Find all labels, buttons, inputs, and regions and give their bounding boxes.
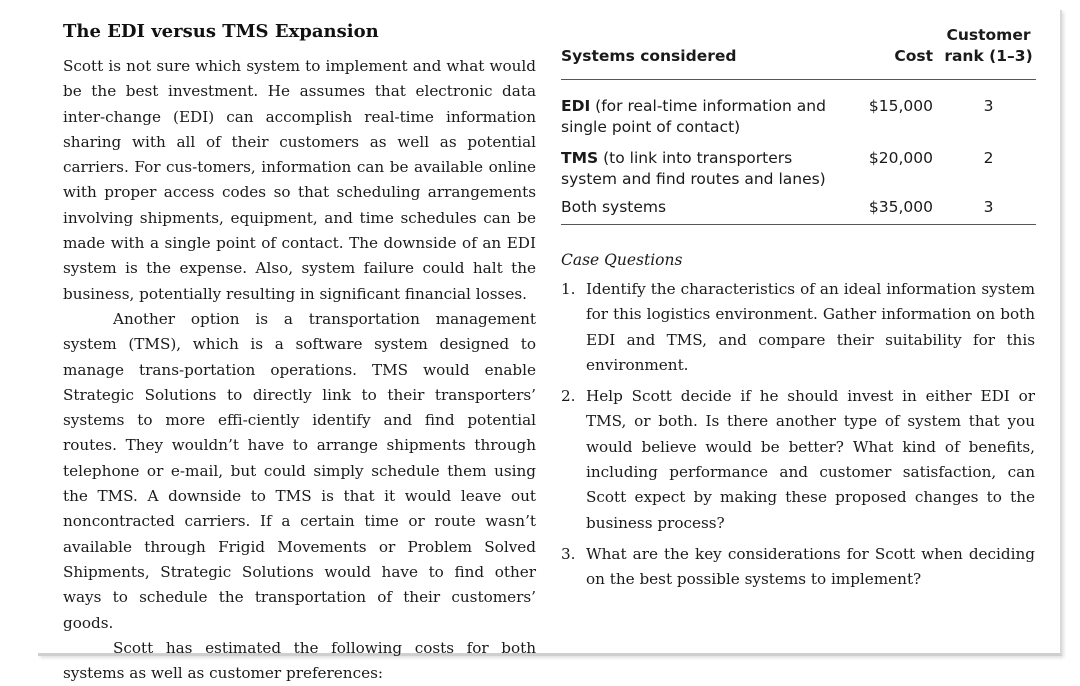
- question-number: 1.: [561, 280, 576, 298]
- system-cell: [561, 138, 846, 190]
- question-text: Help Scott decide if he should invest in either EDI or TMS, or both. Is there another type of system that you would believe would be better? What kind of benefits, including performance and customer satisfaction, can Scott expect by making these proposed changes to the business process?: [586, 387, 1035, 532]
- list-item: [561, 542, 1035, 593]
- system-cell: [561, 80, 846, 139]
- case-questions-list: [561, 277, 1035, 593]
- question-text: What are the key considerations for Scott when deciding on the best possible systems to implement?: [586, 544, 1035, 589]
- paragraph-costs-intro: Scott has estimated the following costs for both systems as well as customer preferences:: [63, 638, 536, 683]
- table-row: [561, 80, 1036, 139]
- rank-cell: 2: [983, 149, 994, 167]
- question-number: 2.: [561, 387, 576, 406]
- header-cost: Cost: [846, 25, 941, 80]
- paragraph-edi: Scott is not sure which system to implement and what would be the best investment. He assumes that electronic data inter-change (EDI) can accomplish real-time information sharing with all of their customers as well as potential carriers. For cus-tomers, information can be available online with proper access codes so that scheduling arrangements involving shipments, equipment, and time schedules can be made with a single point of contact. The downside of an EDI system is the expense. Also, system failure could halt the business, potentially resulting in significant financial losses.: [63, 57, 536, 303]
- document-page: [38, 10, 1062, 683]
- question-number: 3.: [561, 544, 576, 563]
- cost-cell: $35,000: [846, 190, 941, 225]
- list-item: [561, 384, 1035, 536]
- system-name: EDI: [561, 97, 591, 115]
- header-rank-line1: Customer: [946, 26, 1031, 44]
- cost-cell: $20,000: [868, 149, 933, 167]
- table-row: [561, 138, 1036, 190]
- system-name: TMS: [561, 149, 599, 167]
- system-desc: (to link into transporters system and find routes and lanes): [561, 149, 826, 188]
- table-row: [561, 190, 1036, 225]
- right-column: [561, 25, 1035, 599]
- rank-cell: 3: [983, 97, 994, 115]
- cost-cell: $15,000: [868, 97, 933, 115]
- table-header-row: [561, 25, 1036, 80]
- left-column: [63, 20, 536, 686]
- rank-cell: 3: [941, 190, 1036, 225]
- paragraph-tms: Another option is a transportation management system (TMS), which is a software system designed to manage trans-portation operations. TMS would enable Strategic Solutions to directly link to their transporters’ systems to more effi-ciently identify and find potential routes. They wouldn’t have to arrange shipments through telephone or e-mail, but could simply schedule them using the TMS. A downside to TMS is that it would leave out noncontracted carriers. If a certain time or route wasn’t available through Frigid Movements or Problem Solved Shipments, Strategic Solutions would have to find other ways to schedule the transportation of their customers’ goods.: [63, 309, 536, 632]
- header-rank: [941, 25, 1036, 80]
- header-rank-line2: rank (1–3): [944, 47, 1033, 65]
- systems-table: [561, 25, 1036, 225]
- system-cell: [561, 190, 846, 225]
- header-systems: Systems considered: [561, 25, 846, 80]
- list-item: [561, 277, 1035, 378]
- section-title: The EDI versus TMS Expansion: [63, 21, 379, 42]
- system-desc: Both systems: [561, 198, 667, 216]
- question-text: Identify the characteristics of an ideal information system for this logistics environment. Gather information on both EDI and TMS, and compare their suitability for this environment.: [586, 280, 1035, 374]
- case-questions-title: Case Questions: [561, 251, 683, 269]
- system-desc: (for real-time information and single point of contact): [561, 97, 826, 136]
